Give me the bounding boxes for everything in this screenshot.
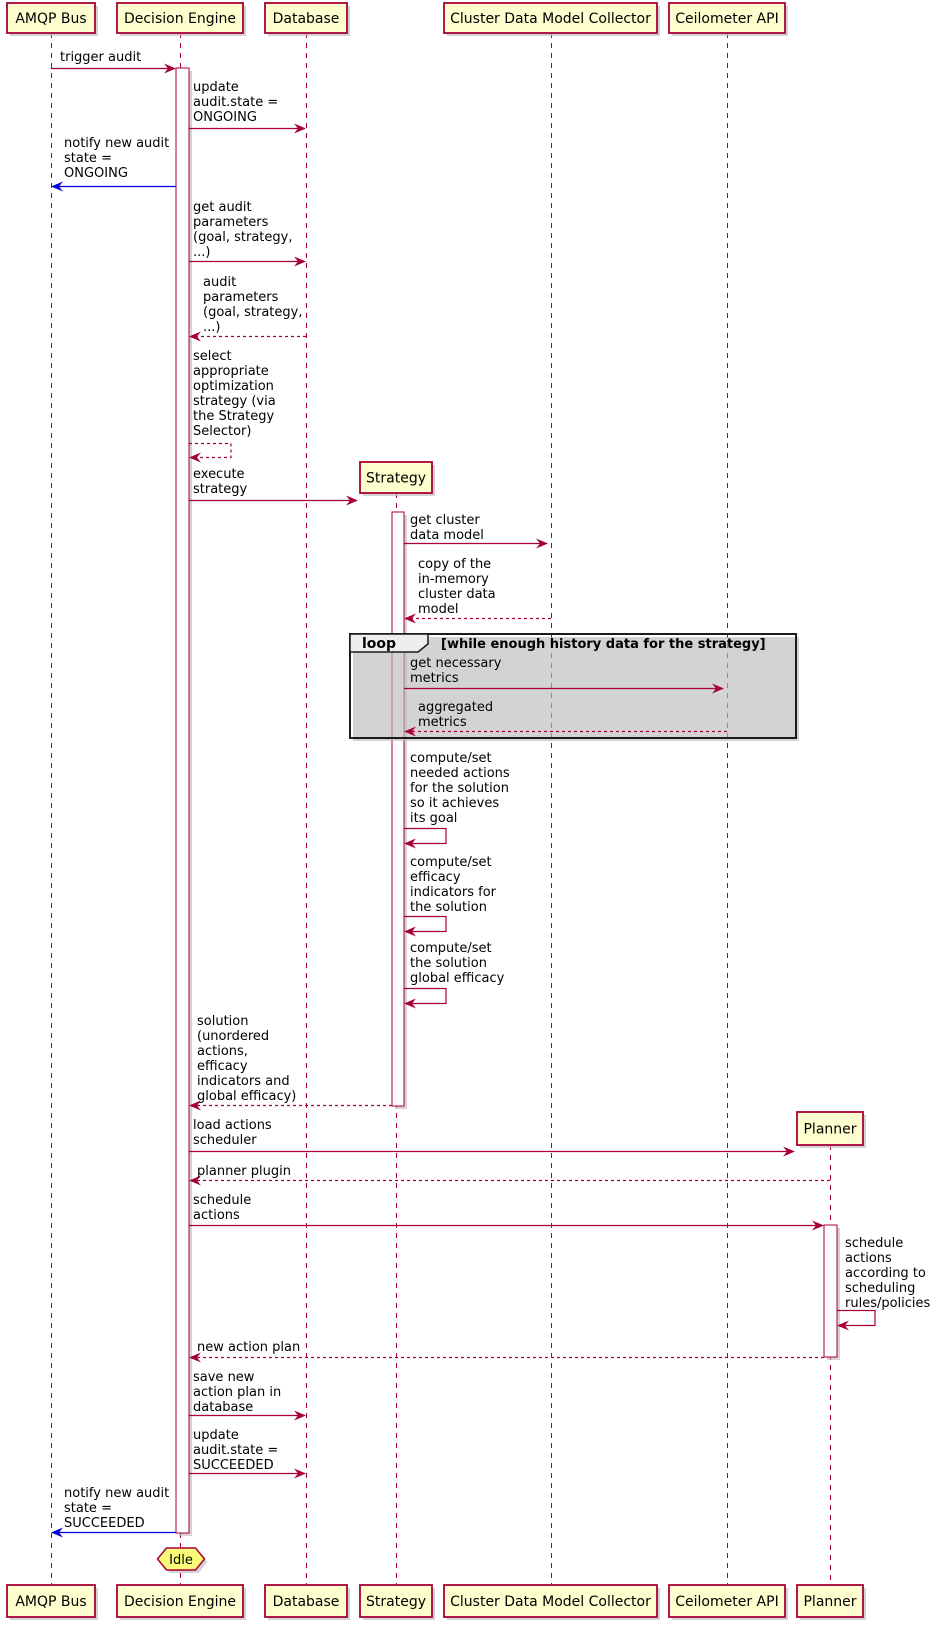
message-label-line: global efficacy xyxy=(410,971,505,986)
message-label-line: the Strategy xyxy=(193,409,275,424)
message-label-line: copy of the xyxy=(418,557,492,572)
message-label-line: load actions xyxy=(193,1118,272,1133)
message-label-line: actions xyxy=(845,1251,892,1266)
participant-label-decision-engine: Decision Engine xyxy=(123,11,237,27)
message-label-line: ...) xyxy=(193,245,211,260)
message-label-line: global efficacy) xyxy=(197,1089,297,1104)
message-label-line: state = xyxy=(64,151,112,166)
activation-bar-strategy xyxy=(392,512,404,1106)
message-label-line: indicators and xyxy=(197,1074,290,1089)
message-label-line: select xyxy=(193,349,232,364)
participant-label-strategy: Strategy xyxy=(366,1594,426,1610)
message-label-line: notify new audit xyxy=(64,136,170,151)
message-label-line: optimization xyxy=(193,379,274,394)
activation-bar-planner xyxy=(824,1225,837,1357)
message-label-line: strategy xyxy=(193,482,248,497)
message-label-line: (goal, strategy, xyxy=(203,305,303,320)
activation-bar-decision-engine xyxy=(176,68,189,1533)
message-label-line: state = xyxy=(64,1501,112,1516)
message-label-line: scheduling xyxy=(845,1281,916,1296)
message-label-line: compute/set xyxy=(410,941,492,956)
message-label-line: indicators for xyxy=(410,885,497,900)
end-state-label: Idle xyxy=(169,1553,193,1568)
message-label-line: scheduler xyxy=(193,1133,257,1148)
participant-label-planner: Planner xyxy=(803,1594,857,1610)
message-label-line: planner plugin xyxy=(197,1164,291,1179)
message-label-line: (unordered xyxy=(197,1029,270,1044)
message-label-line: efficacy xyxy=(197,1059,248,1074)
message-label-line: appropriate xyxy=(193,364,269,379)
message-label-line: update xyxy=(193,1428,239,1443)
message-label-line: get necessary xyxy=(410,656,502,671)
message-label-line: for the solution xyxy=(410,781,509,796)
message-label-line: database xyxy=(193,1400,254,1415)
participant-label-ceilometer-api: Ceilometer API xyxy=(675,11,779,27)
message-label-line: parameters xyxy=(203,290,279,305)
message-label-line: efficacy xyxy=(410,870,461,885)
participant-label-decision-engine: Decision Engine xyxy=(123,1594,237,1610)
participant-label-cluster-data-model-collector: Cluster Data Model Collector xyxy=(450,1594,651,1610)
message-label-line: ONGOING xyxy=(193,110,257,125)
message-label-line: get audit xyxy=(193,200,252,215)
message-label-line: audit.state = xyxy=(193,95,279,110)
message-label-line: according to xyxy=(845,1266,926,1281)
message-label-line: its goal xyxy=(410,811,458,826)
message-label-line: model xyxy=(418,602,459,617)
message-label-line: the solution xyxy=(410,900,487,915)
message-label-line: get cluster xyxy=(410,513,480,528)
message-label-line: trigger audit xyxy=(60,50,142,65)
participant-label-cluster-data-model-collector: Cluster Data Model Collector xyxy=(450,11,651,27)
message-label-line: the solution xyxy=(410,956,487,971)
participant-label-amqp-bus: AMQP Bus xyxy=(15,1594,87,1610)
message-label-line: actions, xyxy=(197,1044,248,1059)
message-label-line: cluster data xyxy=(418,587,496,602)
message-label-line: action plan in xyxy=(193,1385,282,1400)
participant-label-ceilometer-api: Ceilometer API xyxy=(675,1594,779,1610)
message-label-line: parameters xyxy=(193,215,269,230)
message-label-line: strategy (via xyxy=(193,394,276,409)
message-label-line: metrics xyxy=(418,715,467,730)
message-label-line: data model xyxy=(410,528,484,543)
message-label-line: notify new audit xyxy=(64,1486,170,1501)
participant-label-strategy: Strategy xyxy=(366,470,426,487)
message-label-line: rules/policies xyxy=(845,1296,931,1311)
loop-condition: [while enough history data for the strategy] xyxy=(441,637,766,652)
participant-label-database: Database xyxy=(272,1594,340,1610)
loop-label: loop xyxy=(362,636,397,652)
message-label-line: update xyxy=(193,80,239,95)
message-label-line: schedule xyxy=(193,1193,252,1208)
message-label-line: Selector) xyxy=(193,424,252,439)
message-label-line: audit xyxy=(203,275,237,290)
message-label-line: save new xyxy=(193,1370,255,1385)
message-label-line: new action plan xyxy=(197,1340,301,1355)
message-label-line: ONGOING xyxy=(64,166,128,181)
message-label-line: compute/set xyxy=(410,855,492,870)
message-label-line: schedule xyxy=(845,1236,904,1251)
message-label-line: actions xyxy=(193,1208,240,1223)
participant-label-amqp-bus: AMQP Bus xyxy=(15,11,87,27)
message-label-line: needed actions xyxy=(410,766,510,781)
message-label-line: in-memory xyxy=(418,572,489,587)
participant-label-planner: Planner xyxy=(803,1121,857,1138)
message-label-line: aggregated xyxy=(418,700,494,715)
message-label-line: audit.state = xyxy=(193,1443,279,1458)
message-label-line: ...) xyxy=(203,320,221,335)
message-label-line: (goal, strategy, xyxy=(193,230,293,245)
message-label-line: solution xyxy=(197,1014,249,1029)
message-label-line: metrics xyxy=(410,671,459,686)
message-label-line: compute/set xyxy=(410,751,492,766)
message-label-line: execute xyxy=(193,467,245,482)
participant-label-database: Database xyxy=(272,11,340,27)
message-label-line: SUCCEEDED xyxy=(64,1516,145,1531)
message-label-line: so it achieves xyxy=(410,796,500,811)
message-label-line: SUCCEEDED xyxy=(193,1458,274,1473)
